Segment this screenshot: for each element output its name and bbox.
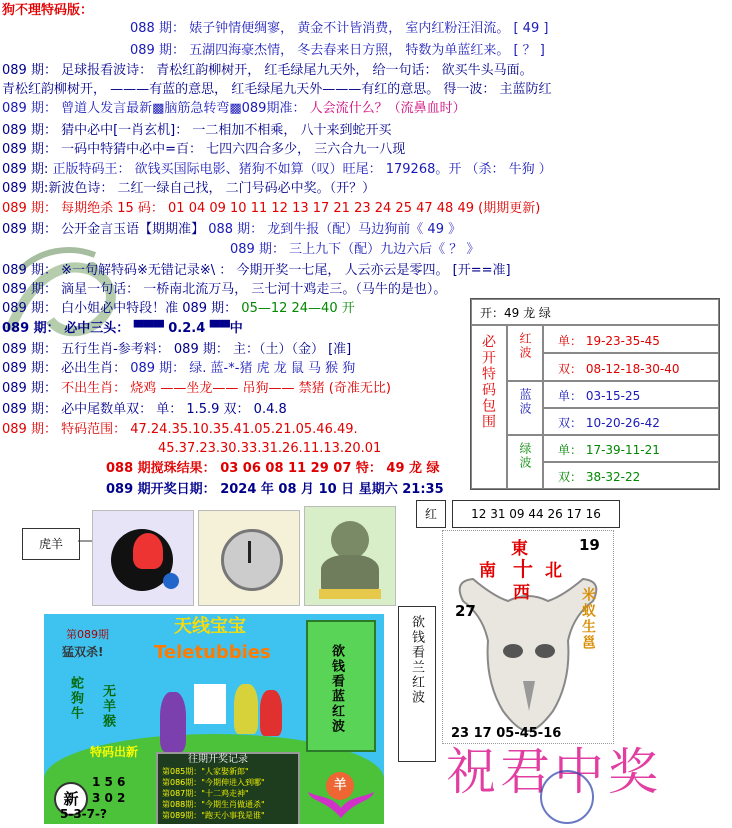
no-zodiac-value: 不出生肖： 烧鸡 ——坐龙—— 吊狗—— 禁猪 (奇准无比)	[61, 381, 391, 396]
verse-line-088: 088 期： 婊子钟情便绸寥， 黄金不计皆消费， 室内红粉汪泪流。 [ 49 ]	[130, 21, 549, 36]
skull-side-text: 米蚁生邕	[580, 587, 596, 651]
football-poem-line: 089 期： 足球报看波诗： 青松红韵柳树开， 红毛绿尾九天外， 给一句话： 欲买牛头马面。	[2, 63, 533, 78]
sheep-badge: 羊	[326, 772, 354, 800]
golden-words-088: 088 期： 龙到牛报（配）马边狗前《 49 》	[208, 222, 462, 237]
money-callout: 欲钱看兰红波	[398, 606, 436, 762]
tele-board-title: 欲钱看蓝红波	[329, 644, 344, 734]
direction-north: 北	[545, 561, 562, 581]
kill-15-line: 089 期： 每期绝杀 15 码： 01 04 09 10 11 12 13 17 21 23 24 25 47 48 49 (期期更新)	[2, 201, 541, 216]
movie-line	[2, 161, 552, 178]
three-heads-line: 089 期： 必中三头： ▀▀▀ 0.2.4 ▀▀中	[2, 321, 243, 336]
tele-left-column: 蛇狗牛	[68, 676, 83, 721]
range-value-2: 45.37.23.30.33.31.26.11.13.20.01	[158, 441, 382, 456]
range-label: 089 期：	[2, 422, 57, 437]
golden-words-089: 089 期： 三上九下（配）九边六后《 ？ 》	[230, 242, 480, 257]
sheep-wings-icon	[306, 790, 376, 820]
stamp-seal-icon	[540, 770, 594, 824]
tele-logo: Teletubbies	[154, 642, 271, 663]
tele-record-1: 第085期："人家娶新郎"	[162, 767, 249, 776]
fire-picture	[92, 510, 194, 606]
table-side-label: 必开特码包围	[471, 325, 507, 489]
movie-line-text: 正版特码王： 欲钱买国际电影、猪狗不如算（叹）旺尾： 179268。开 （杀： 牛狗 ）	[52, 162, 552, 177]
green-wave-single: 单： 17-39-11-21	[543, 435, 719, 462]
no-zodiac-label: 089 期：	[2, 381, 57, 396]
direction-cross: 十	[513, 557, 533, 581]
laa-laa-figure	[234, 684, 258, 734]
tele-period: 第089期	[66, 628, 109, 641]
skull-number-27: 27	[455, 602, 476, 620]
miss-bai-value: 05—12 24—40 开	[241, 301, 355, 316]
page-title: 狗不理特码版：	[2, 3, 94, 18]
skull-number-19: 19	[579, 536, 600, 554]
greeting-text: 祝君中奖	[446, 743, 662, 801]
direction-south: 南	[479, 561, 496, 581]
tele-mid-column: 无羊猴	[100, 684, 115, 729]
red-wave-double: 双： 08-12-18-30-40	[543, 353, 719, 381]
tail-number-line: 089 期： 必中尾数单双： 单： 1.5.9 双： 0.4.8	[2, 402, 287, 417]
tele-records-title: 往期开奖记录	[188, 754, 248, 765]
zodiac-riddle-line: 089 期： 猜中必中[一肖玄机]： 一二相加不相乘， 八十来到蛇开买	[2, 123, 392, 138]
color-poem-line: 089 期:新波色诗： 二红一绿自己找， 二门号码必中奖。（开？）	[2, 181, 376, 196]
clock-picture	[198, 510, 300, 606]
hong-callout: 红	[416, 500, 446, 528]
tiger-sheep-callout: 虎羊	[22, 528, 80, 560]
tinky-winky-figure	[160, 692, 186, 752]
tele-nums-3: 5-3-7-?	[60, 807, 107, 821]
tele-records	[156, 752, 300, 824]
tele-record-4: 第088期："今期生肖做通杀"	[162, 800, 265, 809]
numbers-callout: 12 31 09 44 26 17 16	[452, 500, 620, 528]
tele-tag: 特码出新	[90, 745, 139, 759]
skull-panel	[442, 530, 614, 744]
tele-kill-text: 猛双杀!	[62, 645, 104, 659]
must-zodiac-line	[2, 360, 355, 377]
green-wave-double: 双： 38-32-22	[543, 462, 719, 489]
blue-wave-single: 单： 03-15-25	[543, 381, 719, 408]
tele-record-5: 第089期："跑天小事我是谁"	[162, 811, 265, 820]
tele-nums-1: 1 5 6	[92, 775, 126, 789]
green-wave-label: 绿波	[507, 435, 543, 489]
range-value: 特码范围： 47.24.35.10.35.41.05.21.05.46.49.	[61, 422, 358, 437]
riddle-line	[2, 100, 466, 117]
must-zodiac-label: 089 期： 必出生肖：	[2, 361, 127, 376]
draw-date: 089 期开奖日期： 2024 年 08 月 10 日 星期六 21:35	[106, 482, 444, 497]
riddle-answer: 人会流什么？（流鼻血时）	[309, 101, 466, 116]
no-zodiac-line	[2, 380, 391, 397]
verse-line-089: 089 期： 五湖四海豪杰情， 冬去春来日方照， 特数为单蓝红来。 [ ？ ]	[130, 43, 545, 58]
miss-bai-line	[2, 300, 355, 317]
blue-wave-label: 蓝波	[507, 381, 543, 435]
skull-bottom-numbers: 23 17 05-45-16	[451, 726, 562, 741]
one-sentence-line: 089 期： ※一句解特码※无错记录※\ ： 今期开奖一七尾， 人云亦云是零四。 [开==准]	[2, 263, 511, 278]
hint-line: 089 期： 滴星一句话： 一桥南北流万马， 三七河十鸡走三。（马牛的是也）。	[2, 282, 447, 297]
red-wave-single: 单： 19-23-35-45	[543, 325, 719, 353]
five-elements-line: 089 期： 五行生肖-参考料： 089 期： 主：（土）（金） [准]	[2, 342, 352, 357]
must-zodiac-value: 089 期： 绿. 蓝-*-猪 虎 龙 鼠 马 猴 狗	[130, 361, 356, 376]
tele-record-2: 第086期："今期伸进入到哪"	[162, 778, 265, 787]
tele-board	[306, 620, 376, 752]
movie-line-period: 089 期:	[2, 162, 49, 177]
golden-words-label: 089 期： 公开金言玉语【期期准】	[2, 222, 205, 237]
draw-result: 088 期搅珠结果： 03 06 08 11 29 07 特： 49 龙 绿	[106, 461, 440, 476]
tele-nums-2: 3 0 2	[92, 791, 126, 805]
tele-title: 天线宝宝	[174, 616, 246, 637]
table-head: 开：49 龙 绿	[471, 299, 719, 325]
red-wave-label: 红波	[507, 325, 543, 381]
range-line	[2, 421, 358, 438]
color-wave-table	[470, 298, 720, 490]
blank-box	[194, 684, 226, 724]
direction-east: 東	[511, 539, 528, 559]
tele-new-badge: 新	[54, 782, 88, 816]
golden-words-line	[2, 221, 461, 238]
direction-west: 西	[513, 583, 530, 603]
one-code-line: 089 期： 一码中特猜中必中=百： 七四六四合多少， 三六合九一八现	[2, 142, 406, 157]
buddha-picture	[304, 506, 396, 606]
football-poem-explain: 青松红韵柳树开， ———有蓝的意思， 红毛绿尾九天外———有红的意思。 得一波： 主蓝防红	[2, 82, 552, 97]
miss-bai-label: 089 期： 白小姐必中特段！准 089 期：	[2, 301, 238, 316]
blue-wave-double: 双： 10-20-26-42	[543, 408, 719, 435]
riddle-label: 089 期： 曾道人发言最新▩脑筋急转弯▩089期准：	[2, 101, 306, 116]
teletubbies-panel	[44, 614, 384, 824]
tele-record-3: 第087期："十二鸡走神"	[162, 789, 249, 798]
po-figure	[260, 690, 282, 736]
